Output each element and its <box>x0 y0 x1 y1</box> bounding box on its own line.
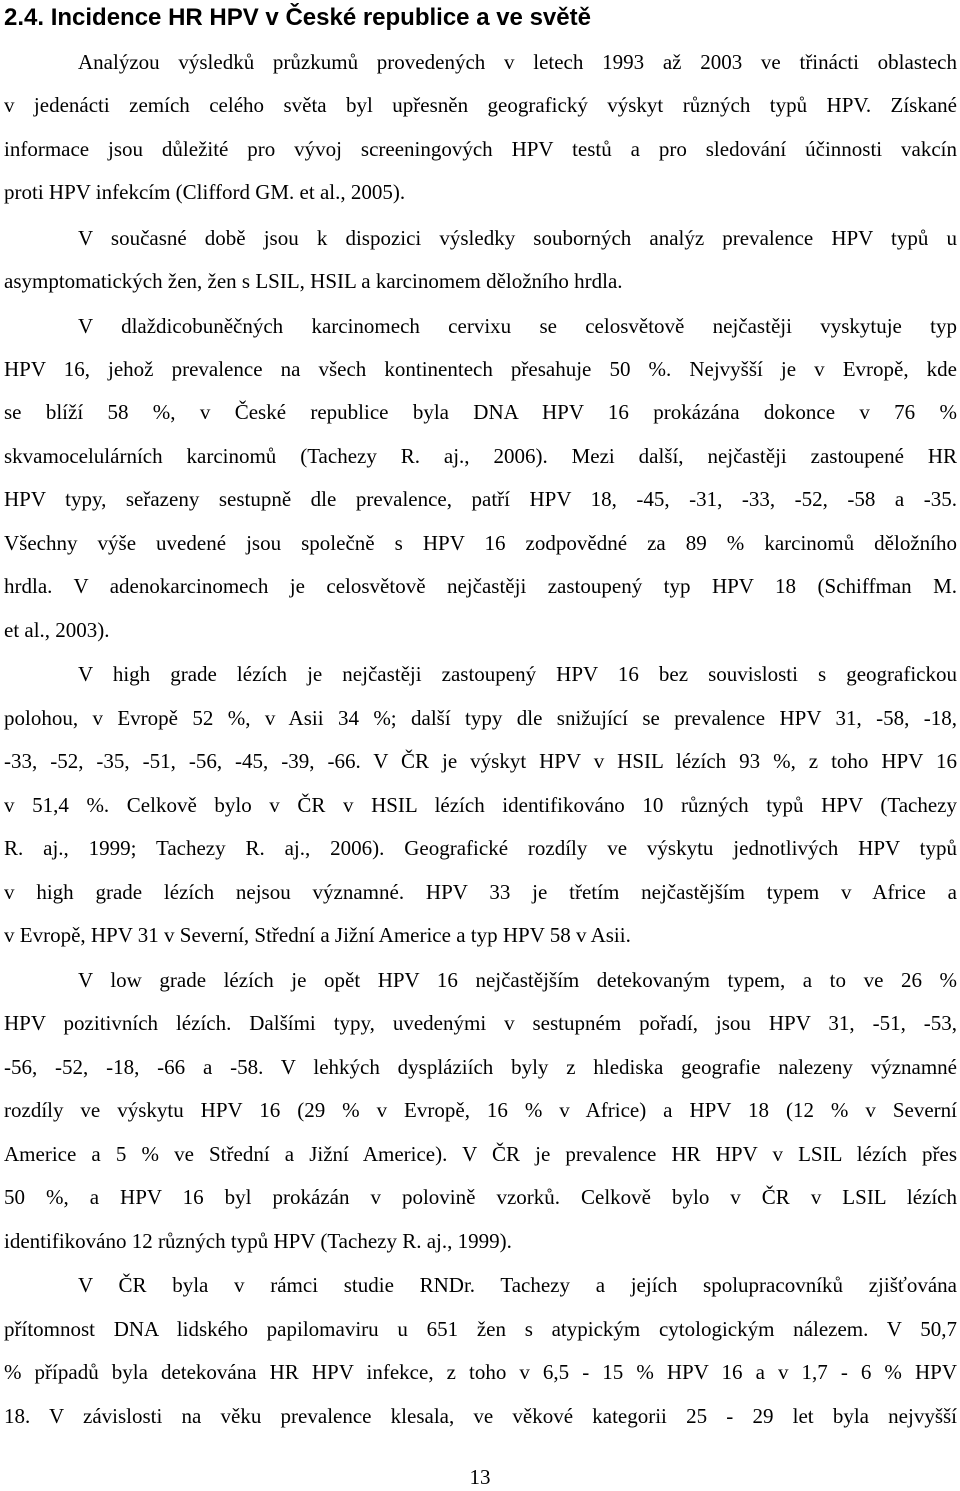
text-line: % případů byla detekována HR HPV infekce, z toho v 6,5 - 15 % HPV 16 a v 1,7 - 6 % HPV <box>4 1360 957 1384</box>
text-line: HPV pozitivních lézích. Dalšími typy, uvedenými v sestupném pořadí, jsou HPV 31, -51, -53, <box>4 1011 957 1035</box>
text-line: rozdíly ve výskytu HPV 16 (29 % v Evropě, 16 % v Africe) a HPV 18 (12 % v Severní <box>4 1098 957 1122</box>
text-line: v jedenácti zemích celého světa byl upřesněn geografický výskyt různých typů HPV. Získané <box>4 93 957 117</box>
text-line: V high grade lézích je nejčastěji zastoupený HPV 16 bez souvislosti s geografickou <box>78 662 957 686</box>
text-line: Americe a 5 % ve Střední a Jižní Americe). V ČR je prevalence HR HPV v LSIL lézích přes <box>4 1142 957 1166</box>
text-line: HPV 16, jehož prevalence na všech kontinentech přesahuje 50 %. Nejvyšší je v Evropě, kde <box>4 357 957 381</box>
text-line: V dlaždicobuněčných karcinomech cervixu se celosvětově nejčastěji vyskytuje typ <box>78 314 957 338</box>
text-line: skvamocelulárních karcinomů (Tachezy R. aj., 2006). Mezi další, nejčastěji zastoupené HR <box>4 444 957 468</box>
text-line: informace jsou důležité pro vývoj screeningových HPV testů a pro sledování účinnosti vakcín <box>4 137 957 161</box>
text-line: -56, -52, -18, -66 a -58. V lehkých dyspláziích byly z hlediska geografie nalezeny významné <box>4 1055 957 1079</box>
text-line: -33, -52, -35, -51, -56, -45, -39, -66. V ČR je výskyt HPV v HSIL lézích 93 %, z toho HPV 16 <box>4 749 957 773</box>
text-line: 50 %, a HPV 16 byl prokázán v polovině vzorků. Celkově bylo v ČR v LSIL lézích <box>4 1185 957 1209</box>
text-line: et al., 2003). <box>4 618 110 642</box>
text-line: v 51,4 %. Celkově bylo v ČR v HSIL lézích identifikováno 10 různých typů HPV (Tachezy <box>4 793 957 817</box>
page-number: 13 <box>469 1465 491 1489</box>
text-line: R. aj., 1999; Tachezy R. aj., 2006). Geografické rozdíly ve výskytu jednotlivých HPV typů <box>4 836 957 860</box>
text-line: identifikováno 12 různých typů HPV (Tachezy R. aj., 1999). <box>4 1229 512 1253</box>
text-line: asymptomatických žen, žen s LSIL, HSIL a karcinomem děložního hrdla. <box>4 269 623 293</box>
text-line: 18. V závislosti na věku prevalence klesala, ve věkové kategorii 25 - 29 let byla nejvyšší <box>4 1404 957 1428</box>
text-line: v Evropě, HPV 31 v Severní, Střední a Jižní Americe a typ HPV 58 v Asii. <box>4 923 631 947</box>
text-line: polohou, v Evropě 52 %, v Asii 34 %; další typy dle snižující se prevalence HPV 31, -58, -18, <box>4 706 957 730</box>
text-line: Analýzou výsledků průzkumů provedených v letech 1993 až 2003 ve třinácti oblastech <box>78 50 957 74</box>
section-heading: 2.4. Incidence HR HPV v České republice a ve světě <box>4 4 591 31</box>
text-line: přítomnost DNA lidského papilomaviru u 651 žen s atypickým cytologickým nálezem. V 50,7 <box>4 1317 957 1341</box>
text-line: v high grade lézích nejsou významné. HPV 33 je třetím nejčastějším typem v Africe a <box>4 880 957 904</box>
text-line: se blíží 58 %, v České republice byla DNA HPV 16 prokázána dokonce v 76 % <box>4 400 957 424</box>
text-line: HPV typy, seřazeny sestupně dle prevalence, patří HPV 18, -45, -31, -33, -52, -58 a -35. <box>4 487 957 511</box>
text-line: V low grade lézích je opět HPV 16 nejčastějším detekovaným typem, a to ve 26 % <box>78 968 957 992</box>
text-line: V ČR byla v rámci studie RNDr. Tachezy a jejích spolupracovníků zjišťována <box>78 1273 957 1297</box>
text-line: Všechny výše uvedené jsou společně s HPV 16 zodpovědné za 89 % karcinomů děložního <box>4 531 957 555</box>
text-line: hrdla. V adenokarcinomech je celosvětově nejčastěji zastoupený typ HPV 18 (Schiffman M. <box>4 574 957 598</box>
text-line: proti HPV infekcím (Clifford GM. et al., 2005). <box>4 180 406 204</box>
text-line: V současné době jsou k dispozici výsledky souborných analýz prevalence HPV typů u <box>78 226 957 250</box>
